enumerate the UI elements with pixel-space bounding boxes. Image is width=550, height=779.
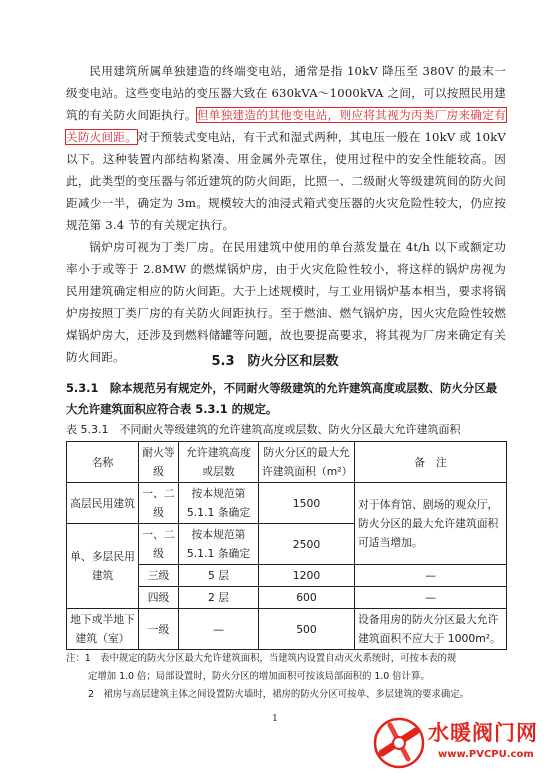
- table-row: [67, 609, 507, 650]
- note-2: 2 裙房与高层建筑主体之间设置防火墙时，裙房的防火分区可按单、多层建筑的要求确定。: [88, 689, 469, 700]
- cell-basement-name: 地下或半地下建筑（室）: [67, 609, 139, 650]
- page-number: 1: [272, 714, 278, 724]
- cell-highrise-grade: 一、二级: [139, 483, 179, 524]
- header-name: 名称: [67, 442, 139, 483]
- note-1-line-2: 定增加 1.0 倍；局部设置时，防火分区的增加面积可按该局部面积的 1.0 倍计算。: [88, 671, 430, 682]
- table-header-row: [67, 442, 507, 483]
- cell-shared-remark: 对于体育馆、剧场的观众厅，防火分区的最大允许建筑面积可适当增加。: [355, 483, 507, 565]
- header-height: 允许建筑高度或层数: [179, 442, 259, 483]
- cell-basement-grade: 一级: [139, 609, 179, 650]
- cell-multi-g4-remark: —: [355, 587, 507, 609]
- valve-logo-icon: [372, 713, 428, 771]
- cell-basement-height: —: [179, 609, 259, 650]
- cell-multi-g4-grade: 四级: [139, 587, 179, 609]
- cell-highrise-name: 高层民用建筑: [67, 483, 139, 524]
- cell-multi-g4-area: 600: [259, 587, 355, 609]
- cell-multi-g3-remark: —: [355, 565, 507, 587]
- cell-multi-g3-area: 1200: [259, 565, 355, 587]
- cell-multi-g12-height: 按本规范第 5.1.1 条确定: [179, 524, 259, 565]
- watermark-url: www.PVCPU.com: [438, 749, 534, 760]
- paragraph-substation-rest: 对于预装式变电站，有干式和湿式两种，其电压一般在 10kV 或 10kV 以下。这种装置内部结构紧凑、用金属外壳罩住，使用过程中的安全性能较高。因此，此类型的变压器与邻近建筑的防火间距，比照一、二级耐火等级建筑间的防火间距减少一半，确定为 3m。规模较大的油浸式箱式变压器的火灾危险性较大，仍应按规范第 3.4 节的有关规定执行。: [66, 130, 507, 232]
- table-row: [67, 483, 507, 524]
- header-remark: 备 注: [355, 442, 507, 483]
- cell-multi-g3-grade: 三级: [139, 565, 179, 587]
- cell-basement-area: 500: [259, 609, 355, 650]
- header-grade: 耐火等级: [139, 442, 179, 483]
- section-title: 5.3 防火分区和层数: [211, 354, 339, 369]
- paragraph-boiler-room: 锅炉房可视为丁类厂房。在民用建筑中使用的单台蒸发量在 4t/h 以下或额定功率小于或等于 2.8MW 的燃煤锅炉房，由于火灾危险性较小，将这样的锅炉房视为民用建筑确定相应的防火间距。大于上述规模时，与工业用锅炉基本相当，要求将锅炉房按照丁类厂房的有关防火间距执行。至于燃油、燃气锅炉房，因火灾危险性较燃煤锅炉房大，还涉及到燃料储罐等问题，故也要提高要求，将其视为厂房来确定有关防火间距。: [66, 240, 506, 364]
- cell-multi-g3-height: 5 层: [179, 565, 259, 587]
- cell-multi-g4-height: 2 层: [179, 587, 259, 609]
- cell-multi-name: 单、多层民用建筑: [67, 524, 139, 609]
- highlighted-sentence: 但单独建造的其他变电站，则应将其视为丙类厂房来确定有关防火间距。: [66, 108, 507, 144]
- rule-5-3-1: 5.3.1 除本规范另有规定外，不同耐火等级建筑的允许建筑高度或层数、防火分区最大允许建筑面积应符合表 5.3.1 的规定。: [66, 381, 498, 416]
- body-text-block-1: [66, 60, 506, 368]
- paragraph-substation-intro: 民用建筑所属单独建造的终端变电站，通常是指 10kV 降压至 380V 的最末一级变电站。这些变电站的变压器大致在 630kVA～1000kVA 之间，可以按照民用建筑的有关防火间距执行。: [66, 64, 506, 122]
- site-watermark: [372, 713, 544, 773]
- table-notes: [66, 650, 506, 704]
- watermark-site-name: 水暖阀门网: [428, 721, 538, 745]
- table-caption: 表 5.3.1 不同耐火等级建筑的允许建筑高度或层数、防火分区最大允许建筑面积: [66, 423, 461, 436]
- paragraph-substation: [66, 60, 506, 236]
- cell-basement-remark: 设备用房的防火分区最大允许建筑面积不应大于 1000m²。: [355, 609, 507, 650]
- header-area: 防火分区的最大允许建筑面积（m²）: [259, 442, 355, 483]
- cell-highrise-area: 1500: [259, 483, 355, 524]
- note-1-line-1: 注：1 表中规定的防火分区最大允许建筑面积，当建筑内设置自动灭火系统时，可按本表的规: [66, 653, 457, 664]
- cell-highrise-height: 按本规范第 5.1.1 条确定: [179, 483, 259, 524]
- cell-multi-g12-area: 2500: [259, 524, 355, 565]
- fire-compartment-table: [66, 441, 507, 650]
- cell-multi-g12-grade: 一、二级: [139, 524, 179, 565]
